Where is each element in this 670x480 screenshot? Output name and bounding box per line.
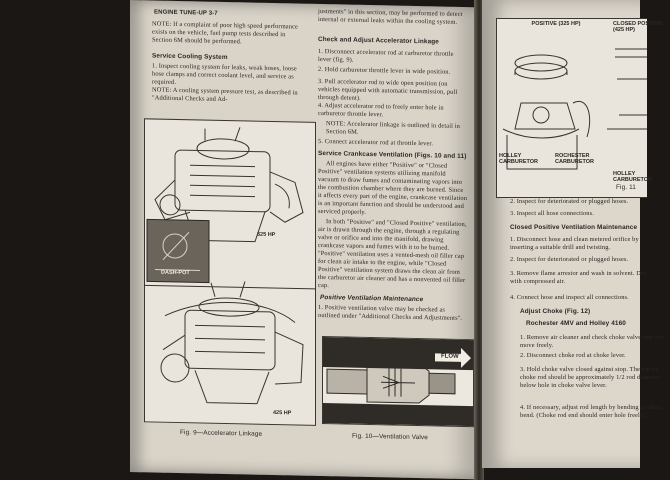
ventilation-step-2: 2. Inspect for deteriorated or plugged hoses.: [510, 198, 629, 205]
label-closed-positive: CLOSED POSITIVE (425 HP): [613, 21, 663, 33]
maint-step-1: 1. Positive ventilation valve may be checked as outlined under "Additional Checks and Adjustments".: [318, 303, 463, 322]
cooling-step-1: 1. Inspect cooling system for leaks, weak hoses, loose hose clamps and correct coolant level, and service as required.: [152, 62, 297, 86]
choke-heading: Adjust Choke (Fig. 12): [520, 308, 591, 315]
closed-step-1: 1. Disconnect hose and clean metered orifice by inserting a suitable drill and twisting.: [510, 236, 639, 251]
closed-step-4: 4. Connect hose and inspect all connections.: [510, 294, 629, 301]
pcv-paragraph-2: In both "Positive" and "Closed Positive" ventilation, air is drawn through the engine, through a regulating valve or orifice and into the manifold, drawing crankcase vapors and fumes with it to be burned. "Positive" ventilation uses a vented-mesh oil filler cap for clean air intake to the engine, while "Closed Positive" ventilation system draws the clean air from the carburetor air cleaner and has a nonvented oil filler cap.: [318, 218, 467, 290]
closed-heading: Closed Positive Ventilation Maintenance: [510, 224, 638, 231]
label-holley: HOLLEY CARBURETOR: [499, 153, 539, 165]
linkage-step-1: 1. Disconnect accelerator rod at carburetor throttle lever (fig. 9).: [318, 47, 454, 64]
cooling-note: NOTE: A cooling system pressure test, as described in "Additional Checks and Ad-: [152, 86, 298, 104]
choke-step-2: 2. Disconnect choke rod at choke lever.: [520, 352, 626, 359]
linkage-note: NOTE: Accelerator linkage is outlined in detail in Section 6M.: [326, 120, 460, 136]
note-paragraph: NOTE: If a complaint of poor high speed performance exists on the vehicle, fuel pump tests described in Section 6M should be performed.: [152, 20, 299, 46]
linkage-heading: Check and Adjust Accelerator Linkage: [318, 35, 439, 46]
figure-accelerator-linkage: [144, 118, 316, 426]
label-325hp: 325 HP: [257, 231, 276, 239]
cooling-continuation: justments" in this section, may be performed to detect internal or external leaks within the cooling system.: [318, 7, 463, 26]
closed-step-2: 2. Inspect for deteriorated or plugged hoses.: [510, 256, 629, 263]
fig11-caption: Fig. 11: [616, 184, 636, 191]
cooling-heading: Service Cooling System: [152, 52, 228, 62]
flow-label: FLOW: [441, 353, 459, 360]
figure-ventilation-valve: [322, 336, 474, 427]
label-425hp: 425 HP: [273, 409, 292, 417]
label-holley-2: HOLLEY CARBURETOR: [613, 171, 653, 183]
maint-heading: Positive Ventilation Maintenance: [320, 293, 424, 304]
valve-illustration: [323, 337, 473, 426]
linkage-step-3: 3. Pull accelerator rod to wide open position (on vehicles equipped with automatic transmission, pull through detent).: [318, 77, 458, 102]
figure-ventilation-systems: [496, 18, 663, 198]
linkage-step-2: 2. Hold carburetor throttle lever in wide position.: [318, 65, 451, 76]
label-dash-pot: DASH-POT: [161, 269, 190, 277]
fig10-caption: Fig. 10—Ventilation Valve: [352, 432, 428, 442]
label-rochester: ROCHESTER CARBURETOR: [555, 153, 595, 165]
choke-subheading: Rochester 4MV and Holley 4160: [526, 320, 626, 327]
left-page: [130, 0, 474, 479]
pcv-heading: Service Crankcase Ventilation (Figs. 10 and 11): [318, 149, 467, 161]
label-positive: POSITIVE (325 HP): [531, 21, 581, 27]
choke-step-1: 1. Remove air cleaner and check choke valve and rod move freely.: [520, 334, 664, 349]
closed-step-3: 3. Remove flame arrestor and wash in solvent. Dry with compressed air.: [510, 270, 647, 285]
choke-step-4: 4. If necessary, adjust rod length by bending at offset bend. (Choke rod end should enter hole freely.): [520, 404, 663, 419]
running-head: ENGINE TUNE-UP 3-7: [154, 9, 218, 17]
ventilation-step-3: 3. Inspect all hose connections.: [510, 210, 594, 217]
pcv-paragraph-1: All engines have either "Positive" or "Closed Positive" ventilation systems utilizing manifold vacuum to draw fumes and contaminating vapors into the combustion chamber where they are burned. Since it affects every part of the engine, crankcase ventilation is an important function and should be understood and serviced properly.: [318, 160, 468, 216]
linkage-step-5: 5. Connect accelerator rod at throttle lever.: [318, 137, 434, 148]
fig9-caption: Fig. 9—Accelerator Linkage: [180, 429, 263, 438]
right-page: [482, 0, 664, 468]
linkage-step-4: 4. Adjust accelerator rod to freely enter hole in carburetor throttle lever.: [318, 101, 444, 119]
choke-step-3: 3. Hold choke valve closed against stop. The top of choke rod should be approximately 1/2 rod diameter below hole in choke valve lever.: [520, 366, 661, 389]
